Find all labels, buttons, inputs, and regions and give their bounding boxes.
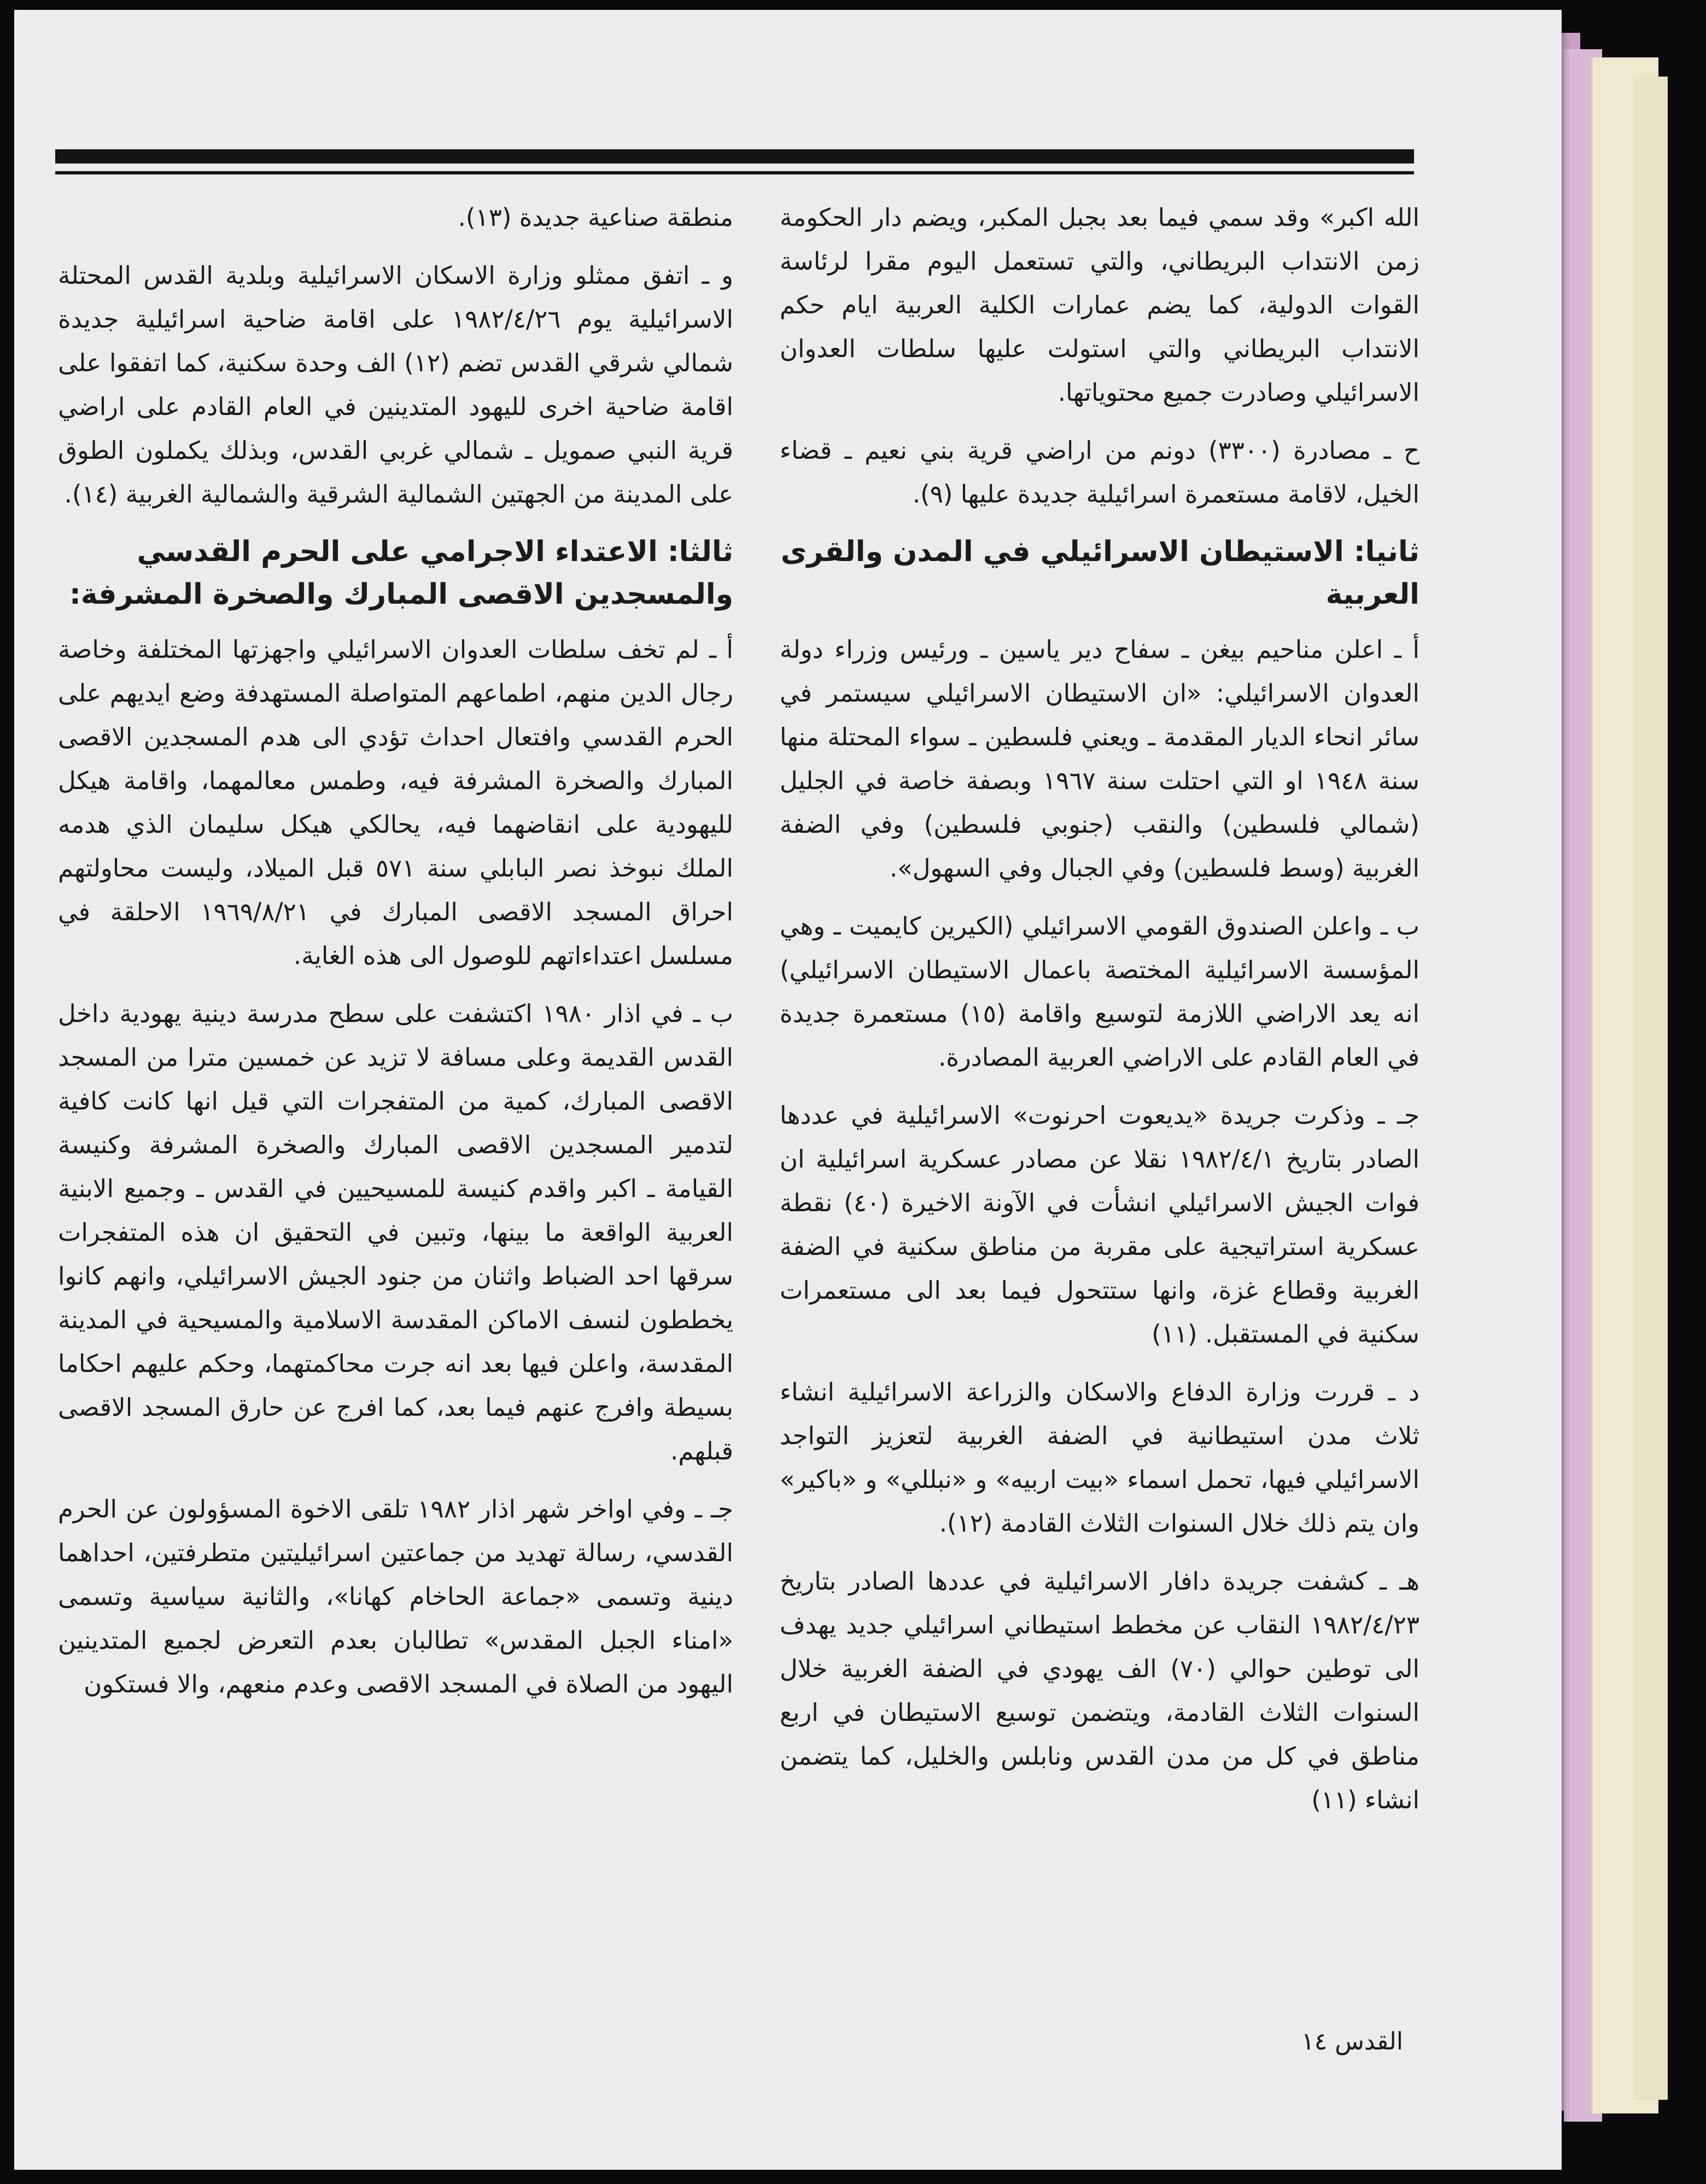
paragraph-item-w: و ـ اتفق ممثلو وزارة الاسكان الاسرائيلية وبلدية القدس المحتلة الاسرائيلية يوم ١٩٨٢/٤/٢٦ على اقامة ضاحية اسرائيلية جديدة شمالي شرقي القدس تضم (١٢) الف وحدة سكنية، كما اتفقوا على اقامة ضاحية اخرى لليهود المتدينين في العام القادم على اراضي قرية النبي صمويل ـ شمالي غربي القدس، وبذلك يكملون الطوق على المدينة من الجهتين الشمالية الشرقية والشمالية الغربية (١٤).: [58, 261, 733, 509]
paragraph-intro-right: الله اكبر» وقد سمي فيما بعد بجبل المكبر، ويضم دار الحكومة زمن الانتداب البريطاني، والتي تستعمل اليوم مقرا لرئاسة القوات الدولية، كما يضم عمارات الكلية العربية ايام حكم الانتداب البريطاني والتي استولت عليها سلطات العدوان الاسرائيلي وصادرت جميع محتوياتها.: [780, 203, 1419, 407]
header-rule-thick: [55, 149, 1414, 163]
paragraph-item-b-left: ب ـ في اذار ١٩٨٠ اكتشفت على سطح مدرسة دينية يهودية داخل القدس القديمة وعلى مسافة لا تزيد عن خمسين مترا من المسجد الاقصى المبارك، كمية من المتفجرات التي قيل انها كانت كافية لتدمير المسجدين الاقصى المبارك والصخرة المشرفة وكنيسة القيامة ـ اكبر واقدم كنيسة للمسيحيين في القدس ـ وجميع الابنية العربية الواقعة ما بينها، وتبين في التحقيق ان هذه المتفجرات سرقها احد الضباط واثنان من جنود الجيش الاسرائيلي، وانهم كانوا يخططون لنسف الاماكن المقدسة الاسلامية والمسيحية في المدينة المقدسة، واعلن فيها بعد انه جرت محاكمتهما، وحكم عليهم احكاما بسيطة وافرج عنهم فيما بعد، كما افرج عن حارق المسجد الاقصى قبلهم.: [58, 999, 733, 1465]
paragraph-intro-left: منطقة صناعية جديدة (١٣).: [458, 203, 733, 232]
right-column: [780, 196, 1419, 2017]
header-rule-thin: [55, 171, 1414, 174]
paragraph-item-a-left: أ ـ لم تخف سلطات العدوان الاسرائيلي واجهزتها المختلفة وخاصة رجال الدين منهم، اطماعهم المتواصلة المستهدفة وضع ايديهم على الحرم القدسي وافتعال احداث تؤدي الى هدم المسجدين الاقصى المبارك والصخرة المشرفة فيه، وطمس معالمهما، واقامة هيكل لليهودية على انقاضهما فيه، يحالكي هيكل سليمان الذي هدمه الملك نبوخذ نصر البابلي سنة ٥٧١ قبل الميلاد، وليست محاولتهم احراق المسجد الاقصى المبارك في ١٩٦٩/٨/٢١ الاحلقة في مسلسل اعتداءاتهم للوصول الى هذه الغاية.: [58, 635, 733, 970]
paragraph-item-j-right: جـ ـ وذكرت جريدة «يديعوت احرنوت» الاسرائيلية في عددها الصادر بتاريخ ١٩٨٢/٤/١ نقلا عن مصادر عسكرية اسرائيلية ان فوات الجيش الاسرائيلي انشأت في الآونة الاخيرة (٤٠) نقطة عسكرية استراتيجية على مقربة من مناطق سكنية في الضفة الغربية وقطاع غزة، وانها ستتحول فيما بعد الى مستعمرات سكنية في المستقبل. (١١): [780, 1101, 1419, 1348]
paragraph-item-h: ح ـ مصادرة (٣٣٠٠) دونم من اراضي قرية بني نعيم ـ قضاء الخيل، لاقامة مستعمرة اسرائيلية جديدة عليها (٩).: [780, 436, 1419, 509]
page-folio: القدس ١٤: [1301, 2028, 1403, 2055]
paragraph-item-d: د ـ قررت وزارة الدفاع والاسكان والزراعة الاسرائيلية انشاء ثلاث مدن استيطانية في الضفة الغربية لتعزيز التواجد الاسرائيلي فيها، تحمل اسماء «بيت اربيه» و «نبللي» و «باكير» وان يتم ذلك خلال السنوات الثلاث القادمة (١٢).: [780, 1377, 1419, 1538]
document-page: [14, 10, 1562, 2170]
paragraph-item-j-left: جـ ـ وفي اواخر شهر اذار ١٩٨٢ تلقى الاخوة المسؤولون عن الحرم القدسي، رسالة تهديد من جماعتين اسرائيليتين متطرفتين، احداهما دينية وتسمى «جماعة الحاخام كهانا»، والثانية سياسية وتسمى «امناء الجبل المقدس» تطالبان بعدم التعرض لجميع المتدينين اليهود من الصلاة في المسجد الاقصى وعدم منعهم، والا فستكون: [58, 1494, 733, 1698]
paragraph-item-ha: هـ ـ كشفت جريدة دافار الاسرائيلية في عددها الصادر بتاريخ ١٩٨٢/٤/٢٣ النقاب عن مخطط استيطاني اسرائيلي جديد يهدف الى توطين حوالي (٧٠) الف يهودي في الضفة الغربية خلال السنوات الثلاث القادمة، ويتضمن توسيع الاستيطان في اربع مناطق في كل من مدن القدس ونابلس والخليل، كما يتضمن انشاء (١١): [780, 1567, 1419, 1814]
paragraph-item-b-right: ب ـ واعلن الصندوق القومي الاسرائيلي (الكيرين كايميت ـ وهي المؤسسة الاسرائيلية المختصة باعمال الاستيطان الاسرائيلي) انه يعد الاراضي اللازمة لتوسيع واقامة (١٥) مستعمرة جديدة في العام القادم على الاراضي العربية المصادرة.: [780, 912, 1419, 1072]
section-heading-2: ثانيا: الاستيطان الاسرائيلي في المدن والقرى العربية: [780, 535, 1419, 611]
page-edge-cream-inner: [1635, 77, 1668, 2100]
left-column: [58, 196, 733, 2017]
section-heading-3: ثالثا: الاعتداء الاجرامي على الحرم القدسي والمسجدين الاقصى المبارك والصخرة المشرفة:: [69, 535, 733, 611]
paragraph-item-a-right: أ ـ اعلن مناحيم بيغن ـ سفاح دير ياسين ـ ورئيس وزراء دولة العدوان الاسرائيلي: «ان الاستيطان الاسرائيلي سيستمر في سائر انحاء الديار المقدمة ـ ويعني فلسطين ـ سواء المحتلة منها سنة ١٩٤٨ او التي احتلت سنة ١٩٦٧ وبصفة خاصة في الجليل (شمالي فلسطين) والنقب (جنوبي فلسطين) وفي الضفة الغربية (وسط فلسطين) وفي الجبال وفي السهول».: [780, 635, 1419, 883]
